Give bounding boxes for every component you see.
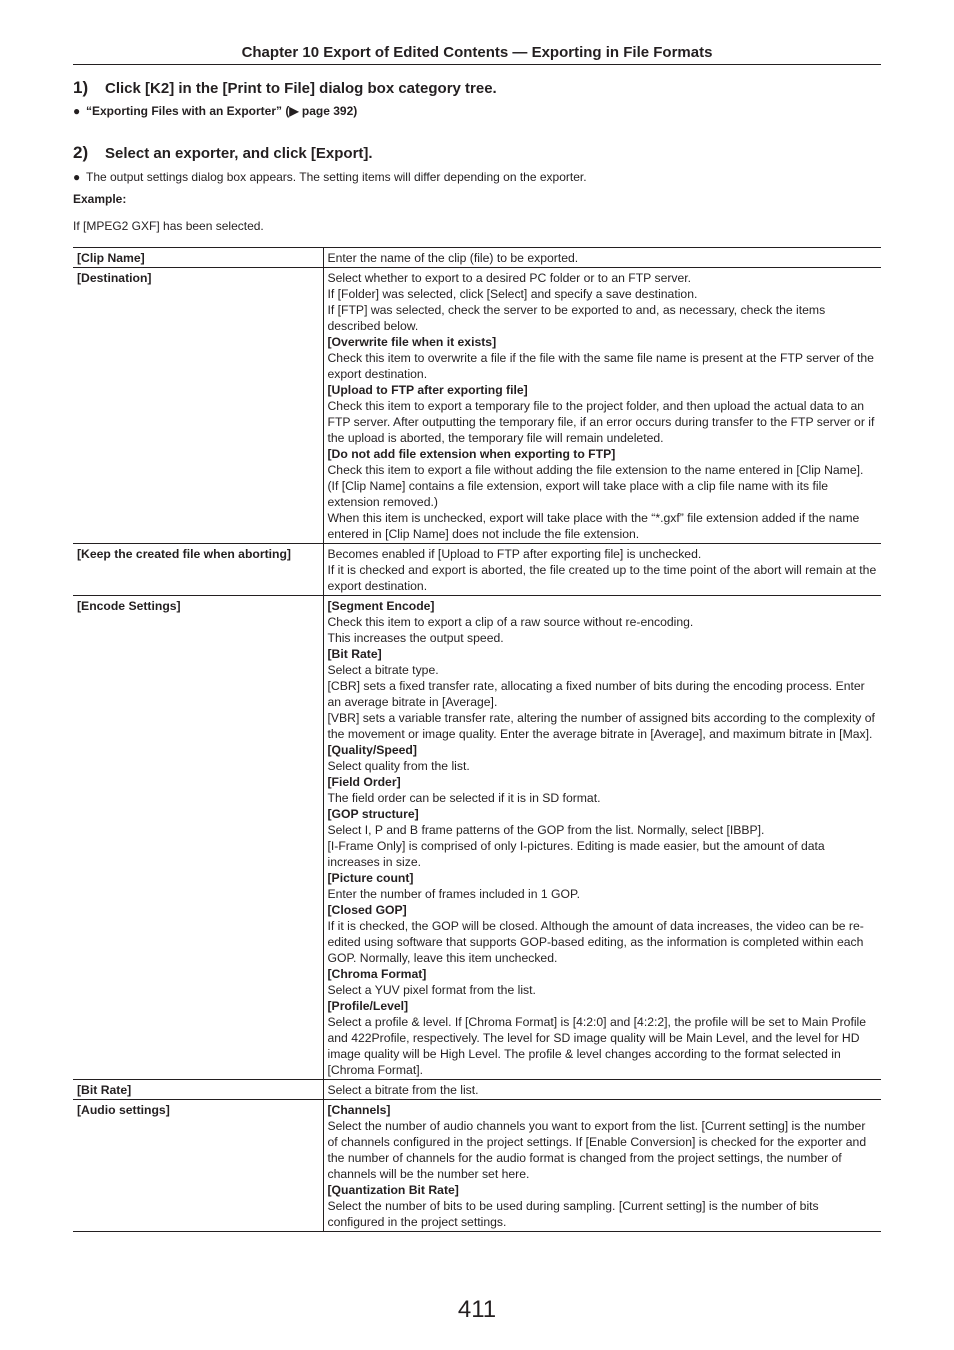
step-2-number: 2) [73,143,89,162]
sub-setting-heading: [Bit Rate] [327,647,382,661]
table-row [73,248,881,268]
description-text: Check this item to overwrite a file if the file with the same file name is present at the FTP server of the export destination. [327,351,874,381]
setting-name: [Keep the created file when aborting] [73,544,323,596]
setting-description [323,596,881,1080]
description-text: If [FTP] was selected, check the server to be exported to and, as necessary, check the items described below. [327,303,826,333]
setting-description [323,544,881,596]
description-text: Select the number of audio channels you want to export from the list. [Current setting] is the number of channels configured in the project settings. If [Enable Conversion] is checked for the exporter and the number of channels for the audio format is changed from the project settings, the number of channels will be the number set here. [327,1119,867,1181]
setting-name: [Destination] [73,268,323,544]
header-divider [73,64,881,65]
settings-table [73,247,881,1232]
sub-setting-heading: [Quantization Bit Rate] [327,1183,459,1197]
sub-setting-heading: [Do not add file extension when exporting to FTP] [327,447,616,461]
description-text: This increases the output speed. [327,631,504,645]
description-text: The field order can be selected if it is in SD format. [327,791,601,805]
sub-setting-heading: [Closed GOP] [327,903,407,917]
description-text: Check this item to export a temporary file to the project folder, and then upload the actual data to an FTP server. After outputting the temporary file, if an error occurs during transfer to the FTP server or if the upload is aborted, the temporary file will remain undeleted. [327,399,875,445]
description-text: [I-Frame Only] is comprised of only I-pictures. Editing is made easier, but the amount of data increases in size. [327,839,825,869]
setting-description [323,268,881,544]
description-text: Enter the number of frames included in 1 GOP. [327,887,580,901]
table-row [73,1100,881,1232]
description-text: If it is checked and export is aborted, the file created up to the time point of the abort will remain at the export destination. [327,563,877,593]
sub-setting-heading: [Upload to FTP after exporting file] [327,383,528,397]
setting-description [323,1100,881,1232]
description-text: When this item is unchecked, export will take place with the “*.gxf” file extension added if the name entered in [Clip Name] does not include the file extension. [327,511,860,541]
chapter-title: Chapter 10 Export of Edited Contents — Exporting in File Formats [241,44,713,61]
setting-name: [Bit Rate] [73,1080,323,1100]
description-text: Select a YUV pixel format from the list. [327,983,536,997]
setting-name: [Encode Settings] [73,596,323,1080]
description-text: Select whether to export to a desired PC folder or to an FTP server. [327,271,692,285]
sub-setting-heading: [Segment Encode] [327,599,435,613]
setting-name: [Clip Name] [73,248,323,268]
sub-setting-heading: [GOP structure] [327,807,419,821]
reference-link[interactable]: “Exporting Files with an Exporter” (▶ page 392) [86,104,358,118]
sub-setting-heading: [Quality/Speed] [327,743,417,757]
bullet-icon: ● [73,104,81,118]
sub-setting-heading: [Picture count] [327,871,414,885]
table-row [73,596,881,1080]
description-text: Select quality from the list. [327,759,470,773]
description-text: Check this item to export a file without adding the file extension to the name entered in [Clip Name]. (If [Clip Name] contains a file extension, export will take place with a clip file name with its file extension removed.) [327,463,864,509]
table-row [73,544,881,596]
description-text: If it is checked, the GOP will be closed. Although the amount of data increases, the video can be re-edited using software that supports GOP-based editing, as the information is completed within each GOP. Normally, leave this item unchecked. [327,919,864,965]
table-row [73,1080,881,1100]
step-2-note [73,170,587,184]
step-1-text: Click [K2] in the [Print to File] dialog box category tree. [105,80,497,97]
step-2-text: Select an exporter, and click [Export]. [105,145,373,162]
step-2 [73,143,373,163]
description-text: Select I, P and B frame patterns of the GOP from the list. Normally, select [IBBP]. [327,823,765,837]
bullet-icon: ● [73,170,81,184]
description-text: [VBR] sets a variable transfer rate, altering the number of assigned bits according to the complexity of the movement or image quality. Enter the average bitrate in [Average], and maximum bitrate in [Max]. [327,711,875,741]
description-text: [CBR] sets a fixed transfer rate, allocating a fixed number of bits during the encoding process. Enter an average bitrate in [Average]. [327,679,865,709]
description-text: Enter the name of the clip (file) to be exported. [327,251,579,265]
sub-setting-heading: [Field Order] [327,775,401,789]
step-1 [73,78,497,98]
setting-description [323,248,881,268]
sub-setting-heading: [Profile/Level] [327,999,409,1013]
example-label: Example: [73,192,127,206]
description-text: Select a profile & level. If [Chroma Format] is [4:2:0] and [4:2:2], the profile will be set to Main Profile and 422Profile, respectively. The level for SD image quality will be Main Level, and the level for HD image quality will be High Level. The profile & level changes according to the format selected in [Chroma Format]. [327,1015,867,1077]
description-text: Check this item to export a clip of a raw source without re-encoding. [327,615,694,629]
description-text: Becomes enabled if [Upload to FTP after exporting file] is unchecked. [327,547,702,561]
description-text: If [Folder] was selected, click [Select] and specify a save destination. [327,287,698,301]
description-text: Select a bitrate from the list. [327,1083,479,1097]
step-1-reference [73,104,357,118]
setting-description [323,1080,881,1100]
setting-name: [Audio settings] [73,1100,323,1232]
step-2-note-text: The output settings dialog box appears. The setting items will differ depending on the exporter. [86,170,587,184]
sub-setting-heading: [Chroma Format] [327,967,427,981]
example-note: If [MPEG2 GXF] has been selected. [73,219,264,233]
table-row [73,268,881,544]
description-text: Select a bitrate type. [327,663,439,677]
sub-setting-heading: [Channels] [327,1103,391,1117]
page-number: 411 [457,1296,497,1323]
step-1-number: 1) [73,78,89,97]
sub-setting-heading: [Overwrite file when it exists] [327,335,497,349]
description-text: Select the number of bits to be used during sampling. [Current setting] is the number of bits configured in the project settings. [327,1199,819,1229]
